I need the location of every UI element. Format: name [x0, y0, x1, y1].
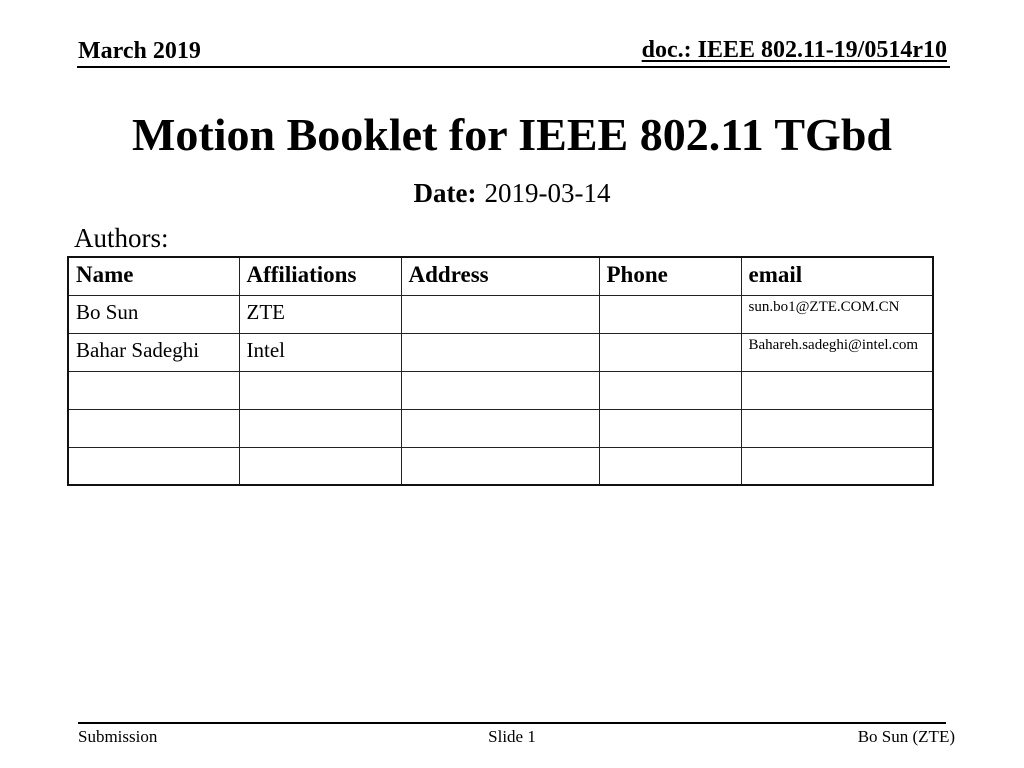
cell-name: Bahar Sadeghi	[68, 333, 239, 371]
authors-table	[67, 256, 934, 486]
cell-email: sun.bo1@ZTE.COM.CN	[741, 295, 933, 333]
cell-name	[68, 409, 239, 447]
cell-phone	[599, 371, 741, 409]
cell-affiliation	[239, 447, 401, 485]
cell-name	[68, 371, 239, 409]
footer-divider-line	[78, 722, 946, 724]
cell-address	[401, 371, 599, 409]
cell-phone	[599, 409, 741, 447]
table-row	[68, 447, 933, 485]
date-label: Date:	[413, 178, 477, 208]
slide-header-date: March 2019	[78, 38, 201, 64]
slide-title: Motion Booklet for IEEE 802.11 TGbd	[132, 109, 892, 160]
cell-email	[741, 371, 933, 409]
cell-affiliation: ZTE	[239, 295, 401, 333]
date-line	[0, 179, 1024, 209]
cell-email: Bahareh.sadeghi@intel.com	[741, 333, 933, 371]
cell-address	[401, 409, 599, 447]
cell-address	[401, 295, 599, 333]
table-row	[68, 295, 933, 333]
header-divider-line	[77, 66, 950, 68]
footer-slide-number: Slide 1	[488, 727, 536, 746]
table-row	[68, 371, 933, 409]
cell-address	[401, 333, 599, 371]
column-header-name: Name	[68, 257, 239, 295]
cell-phone	[599, 333, 741, 371]
date-value: 2019-03-14	[484, 178, 611, 208]
cell-email	[741, 409, 933, 447]
cell-email	[741, 447, 933, 485]
column-header-affiliations: Affiliations	[239, 257, 401, 295]
cell-affiliation: Intel	[239, 333, 401, 371]
table-row	[68, 333, 933, 371]
cell-name: Bo Sun	[68, 295, 239, 333]
cell-address	[401, 447, 599, 485]
table-row	[68, 409, 933, 447]
cell-phone	[599, 295, 741, 333]
footer-submission-label: Submission	[78, 727, 158, 746]
column-header-phone: Phone	[599, 257, 741, 295]
footer-author-credit: Bo Sun (ZTE)	[857, 727, 955, 746]
cell-affiliation	[239, 371, 401, 409]
table-header-row	[68, 257, 933, 295]
cell-name	[68, 447, 239, 485]
cell-phone	[599, 447, 741, 485]
column-header-address: Address	[401, 257, 599, 295]
slide-header-doc-number: doc.: IEEE 802.11-19/0514r10	[641, 37, 947, 63]
column-header-email: email	[741, 257, 933, 295]
cell-affiliation	[239, 409, 401, 447]
authors-label: Authors:	[74, 223, 169, 253]
